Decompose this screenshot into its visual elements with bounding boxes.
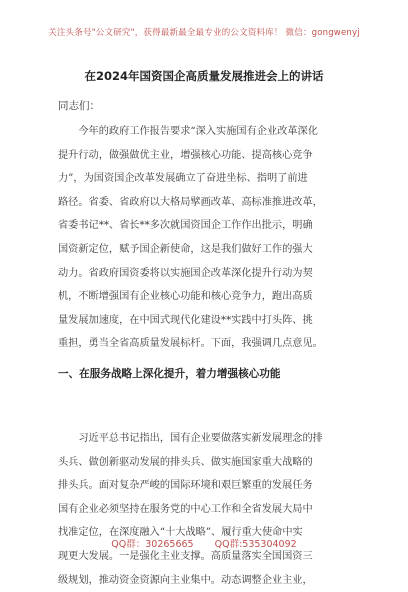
document-title: 在2024年国资国企高质量发展推进会上的讲话 xyxy=(84,69,324,83)
paragraph-line: 路径。省委、省政府以大格局擘画改革、高标准推进改革， xyxy=(58,196,323,208)
section-heading-1: 一、在服务战略上深化提升，着力增强核心功能 xyxy=(58,368,281,380)
paragraph-line: 量发展加速度，在中国式现代化建设**实践中打头阵、挑 xyxy=(58,314,313,326)
qq-group-1: QQ群：30265665 xyxy=(111,539,194,550)
paragraph-2 xyxy=(58,427,358,592)
paragraph-line: 头兵、做创新驱动发展的排头兵、做实施国家重大战略的 xyxy=(58,456,313,468)
paragraph-line: 机，不断增强国有企业核心功能和核心竞争力，跑出高质 xyxy=(58,291,313,303)
paragraph-line: 重担，勇当全省高质量发展标杆。下面，我强调几点意见。 xyxy=(58,338,323,350)
salutation: 同志们： xyxy=(58,100,100,112)
paragraph-line: 习近平总书记指出，国有企业要做落实新发展理念的排 xyxy=(58,433,323,444)
paragraph-1 xyxy=(58,120,358,356)
paragraph-line: 排头兵。面对复杂严峻的国际环境和艰巨繁重的发展任务 xyxy=(58,480,313,492)
paragraph-line: 提升行动，做强做优主业，增强核心功能、提高核心竞争 xyxy=(58,149,313,161)
paragraph-line: 省委书记**、省长**多次就国资国企工作作出批示，明确 xyxy=(58,220,313,232)
qq-group-2: QQ群:535304092 xyxy=(214,539,297,550)
paragraph-line: 力”，为国资国企改革发展确立了奋进坐标、指明了前进 xyxy=(58,173,308,185)
paragraph-line: 动力。省政府国资委将以实施国企改革深化提升行动为契 xyxy=(58,267,313,279)
paragraph-line: 级规划，推动资金资源向主业集中。动态调整企业主业， xyxy=(58,574,313,586)
paragraph-line: 找准定位，在深度融入“十大战略”、履行重大使命中实 xyxy=(58,527,303,539)
paragraph-line: 国有企业必须坚持在服务党的中心工作和全省发展大局中 xyxy=(58,503,313,515)
header-notice: 关注头条号"公文研究"，获得最新最全最专业的公文资料库！ 微信：gongwenyj xyxy=(48,28,360,38)
paragraph-line: 国资新定位，赋予国企新使命，这是我们做好工作的强大 xyxy=(58,243,313,255)
footer-contact xyxy=(0,536,408,550)
paragraph-line: 今年的政府工作报告要求“深入实施国有企业改革深化 xyxy=(58,126,318,137)
paragraph-line: 现更大发展。一是强化主业支撑。高质量落实全国国资三 xyxy=(58,550,313,562)
